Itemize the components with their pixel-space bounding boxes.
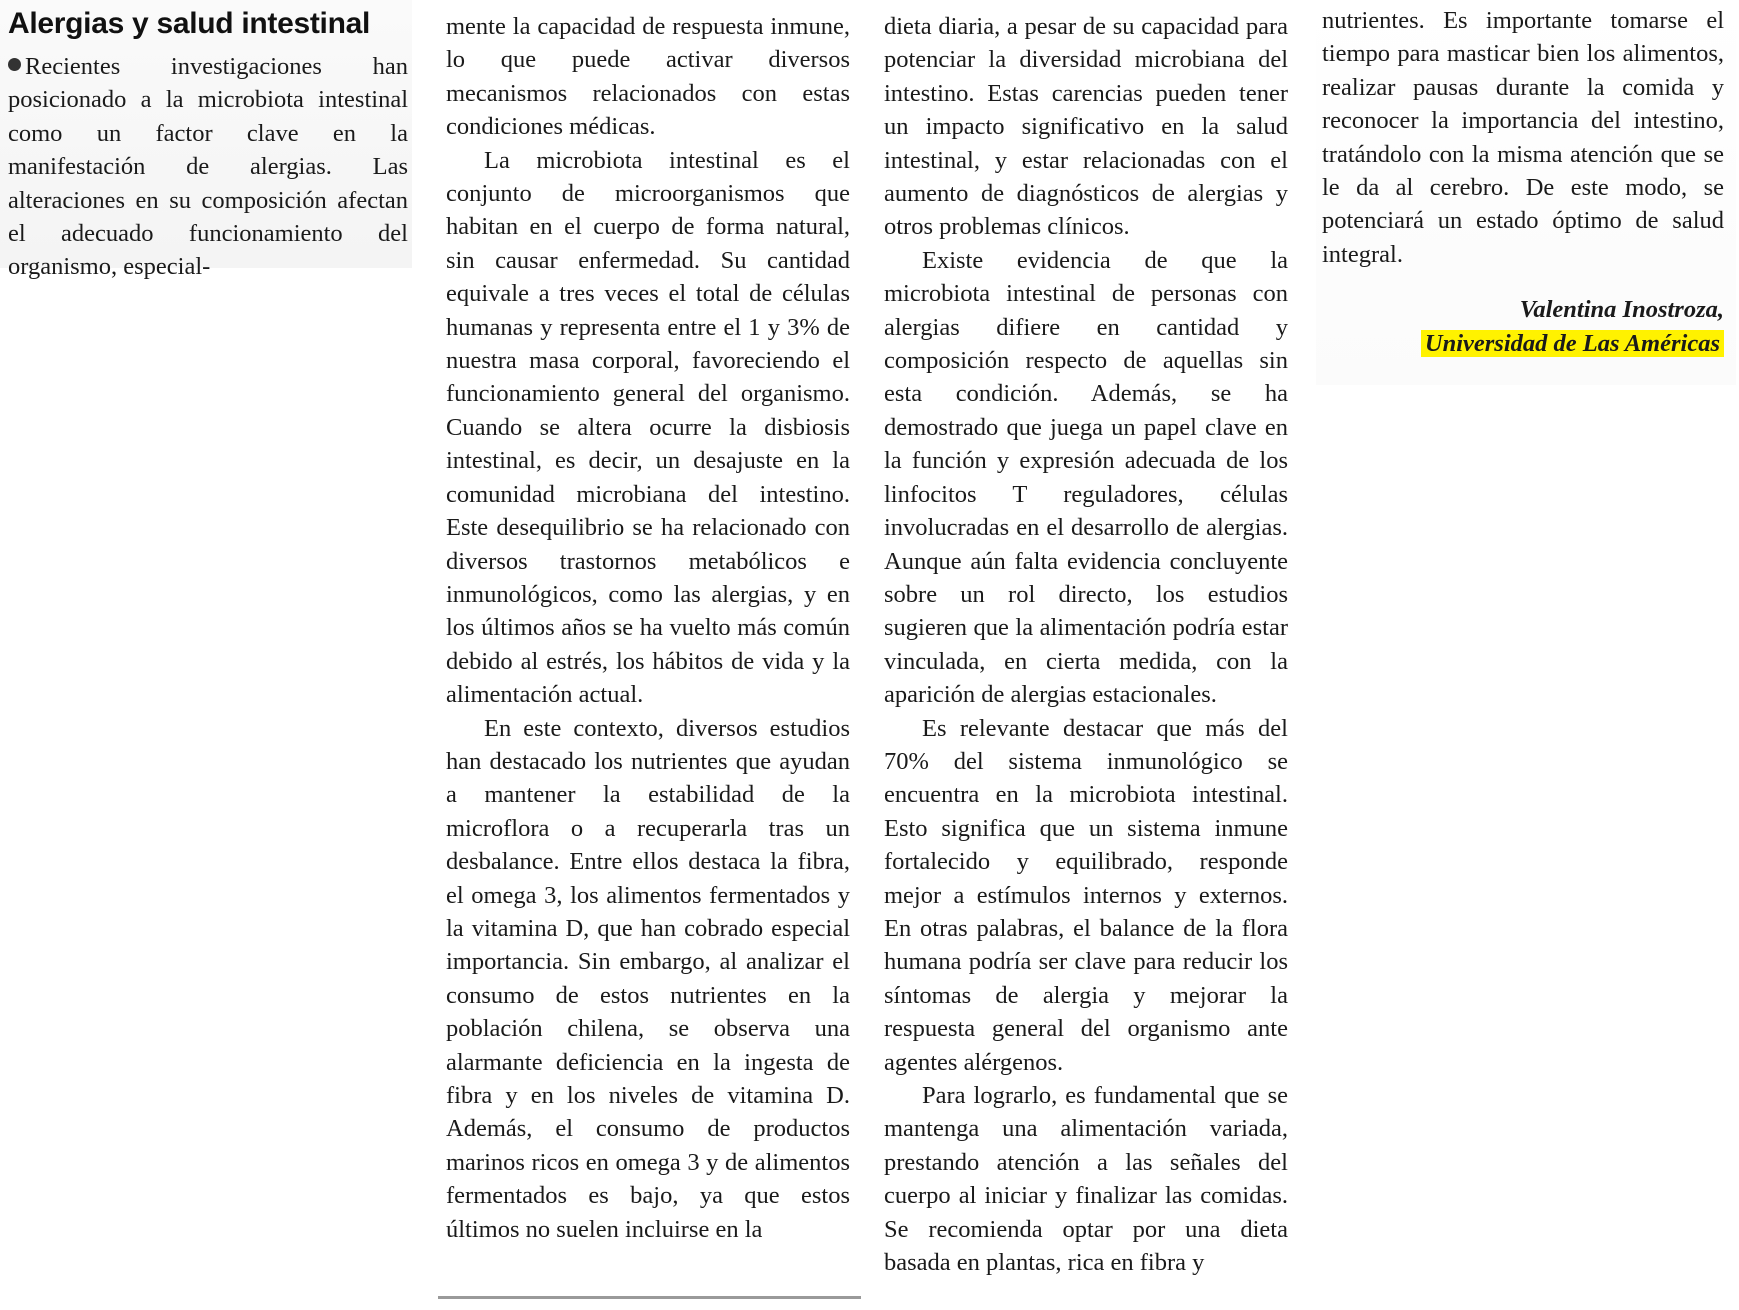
article-paragraph: Existe evidencia de que la microbiota intestinal de personas con alergias difiere en cantidad y composición respecto de aquellas sin esta condición. Además, se ha demostrado que juega un papel clave en la función y expresión adecuada de los linfocitos T reguladores, células involucradas en el desarrollo de alergias. Aunque aún falta evidencia concluyente sobre un rol directo, los estudios sugieren que la alimentación podría estar vinculada, en cierta medida, con la aparición de alergias estacionales. [884,246,1288,709]
article-column-1 [0,0,412,281]
article-paragraph [8,50,408,284]
article-paragraph: mente la capacidad de respuesta inmune, lo que puede activar diversos mecanismos relacionados con estas condiciones médicas. [446,13,850,141]
article-column-3 [878,0,1298,1310]
bullet-icon [8,58,21,71]
article-paragraph: dieta diaria, a pesar de su capacidad para potenciar la diversidad microbiana del intestino. Estas carencias pueden tener un impacto significativo en la salud intestinal, y estar relacionadas con el aumento de diagnósticos de alergias y otros problemas clínicos. [884,13,1288,241]
author-signature [1322,293,1724,360]
article-paragraph: En este contexto, diversos estudios han destacado los nutrientes que ayudan a mantener la estabilidad de la microflora o a recuperarla tras un desbalance. Entre ellos destaca la fibra, el omega 3, los alimentos fermentados y la vitamina D, que han cobrado especial importancia. Sin embargo, al analizar el consumo de estos nutrientes en la población chilena, se observa una alarmante deficiencia en la ingesta de fibra y en los niveles de vitamina D. Además, el consumo de productos marinos ricos en omega 3 y de alimentos fermentados es bajo, ya que estos últimos no suelen incluirse en la [446,714,850,1243]
article-column-4 [1316,0,1736,385]
article-headline: Alergias y salud intestinal [8,7,371,40]
article-paragraph: La microbiota intestinal es el conjunto de microorganismos que habitan en el cuerpo de forma natural, sin causar enfermedad. Su cantidad equivale a tres veces el total de células humanas y representa entre el 1 y 3% de nuestra masa corporal, favoreciendo el funcionamiento general del organismo. Cuando se altera ocurre la disbiosis intestinal, es decir, un desajuste en la comunidad microbiana del intestino. Este desequilibrio se ha relacionado con diversos trastornos metabólicos e inmunológicos, como las alergias, y en los últimos años se ha vuelto más común debido al estrés, los hábitos de vida y la alimentación actual. [446,146,850,709]
article-column-2 [440,0,862,1310]
article-paragraph: nutrientes. Es importante tomarse el tiempo para masticar bien los alimentos, realizar pausas durante la comida y reconocer la importancia del intestino, tratándolo con la misma atención que se le da al cerebro. De este modo, se potenciará un estado óptimo de salud integral. [1322,7,1724,268]
column-bottom-rule [438,1296,861,1299]
article-paragraph: Para lograrlo, es fundamental que se mantenga una alimentación variada, prestando atención a las señales del cuerpo al iniciar y finalizar las comidas. Se recomienda optar por una dieta basada en plantas, rica en fibra y [884,1082,1288,1277]
paragraph-text: Recientes investigaciones han posicionado a la microbiota intestinal como un factor clave en la manifestación de alergias. Las alteraciones en su composición afectan el adecuado funcionamiento del organismo, especial- [8,53,408,281]
author-name: Valentina Inostroza, [1519,296,1724,324]
article-paragraph: Es relevante destacar que más del 70% del sistema inmunológico se encuentra en la microbiota intestinal. Esto significa que un sistema inmune fortalecido y equilibrado, responde mejor a estímulos internos y externos. En otras palabras, el balance de la flora humana podría ser clave para reducir los síntomas de alergia y mejorar la respuesta general del organismo ante agentes alérgenos. [884,714,1288,1076]
author-affiliation: Universidad de Las Américas [1421,330,1724,357]
